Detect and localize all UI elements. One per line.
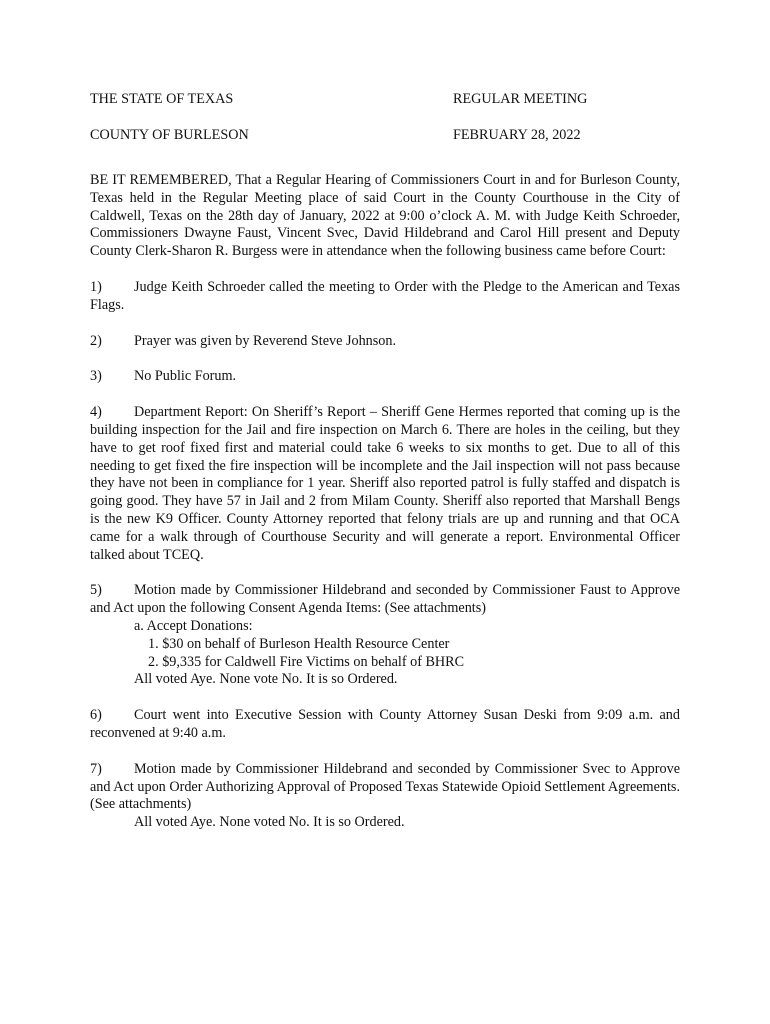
item-number: 5) [90, 582, 102, 599]
item-number: 3) [90, 368, 102, 385]
agenda-item-4 [90, 404, 680, 564]
item-text: Motion made by Commissioner Hildebrand and seconded by Commissioner Svec to Approve and Act upon Order Authorizing Approval of Proposed Texas Statewide Opioid Settlement Agreements. (See attachments) [90, 760, 680, 813]
header-row-1 [90, 91, 680, 109]
item-text: Department Report: On Sheriff’s Report – Sheriff Gene Hermes reported that coming up is the building inspection for the Jail and fire inspection on March 6. There are holes in the ceiling, but they have to get roof fixed first and material could take 6 weeks to six months to get. Due to all of this needing to get fixed the fire inspection will be incomplete and the Jail inspection will not pass because they have not been in compliance for 1 year. Sheriff also reported patrol is fully staffed and dispatch is going good. They have 57 in Jail and 2 from Milam County. Sheriff also reported that Marshall Bengs is the new K9 Officer. County Attorney reported that felony trials are up and running and that OCA came for a walk through of Courthouse Security and will generate a report. Environmental Officer talked about TCEQ. [90, 404, 680, 563]
item-number: 7) [90, 760, 102, 777]
item-text: Prayer was given by Reverend Steve Johnson. [134, 332, 397, 349]
header-meeting-type: REGULAR MEETING [453, 91, 588, 107]
document-header [90, 91, 680, 145]
vote-result: All voted Aye. None vote No. It is so Ordered. [134, 671, 398, 688]
agenda-item-6 [90, 707, 680, 743]
item-number: 6) [90, 707, 102, 724]
header-date: FEBRUARY 28, 2022 [453, 127, 581, 143]
donation-item-2: 2. $9,335 for Caldwell Fire Victims on behalf of BHRC [148, 653, 465, 670]
agenda-item-2 [90, 333, 680, 351]
item-number: 1) [90, 278, 102, 295]
item-number: 4) [90, 404, 102, 421]
item-text: Motion made by Commissioner Hildebrand and seconded by Commissioner Faust to Approve and Act upon the following Consent Agenda Items: (See attachments) [90, 582, 680, 617]
vote-result: All voted Aye. None voted No. It is so Ordered. [134, 814, 405, 831]
agenda-item-7 [90, 761, 680, 832]
item-number: 2) [90, 332, 102, 349]
donation-item-1: 1. $30 on behalf of Burleson Health Resource Center [148, 635, 450, 652]
consent-subheading: a. Accept Donations: [134, 617, 253, 634]
intro-paragraph: BE IT REMEMBERED, That a Regular Hearing of Commissioners Court in and for Burleson County, Texas held in the Regular Meeting place of said Court in the County Courthouse in the City of Caldwell, Texas on the 28th day of January, 2022 at 9:00 o’clock A. M. with Judge Keith Schroeder, Commissioners Dwayne Faust, Vincent Svec, David Hildebrand and Carol Hill present and Deputy County Clerk-Sharon R. Burgess were in attendance when the following business came before Court: [90, 172, 680, 260]
header-row-2 [90, 127, 680, 145]
agenda-item-1 [90, 279, 680, 315]
item-text: Judge Keith Schroeder called the meeting to Order with the Pledge to the American and Texas Flags. [90, 278, 680, 313]
item-text: No Public Forum. [134, 368, 237, 385]
agenda-item-3 [90, 368, 680, 386]
agenda-item-5 [90, 582, 680, 689]
item-text: Court went into Executive Session with County Attorney Susan Deski from 9:09 a.m. and reconvened at 9:40 a.m. [90, 707, 680, 741]
header-state: THE STATE OF TEXAS [90, 91, 234, 107]
document-page [90, 91, 680, 850]
header-county: COUNTY OF BURLESON [90, 127, 249, 143]
